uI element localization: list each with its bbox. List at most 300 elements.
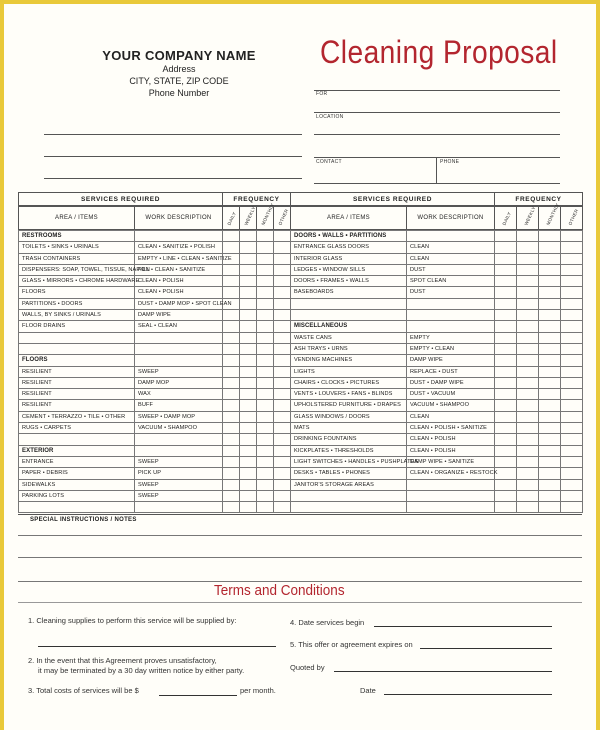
area-cell <box>291 310 407 321</box>
frequency-cell[interactable] <box>539 490 561 501</box>
term-5: 5. This offer or agreement expires on <box>290 640 413 649</box>
frequency-cell[interactable] <box>257 321 274 332</box>
frequency-cell[interactable] <box>240 253 257 264</box>
frequency-cell[interactable] <box>517 355 539 366</box>
frequency-cell[interactable] <box>517 411 539 422</box>
frequency-cell[interactable] <box>257 389 274 400</box>
frequency-cell[interactable] <box>561 479 583 490</box>
frequency-cell[interactable] <box>495 456 517 467</box>
frequency-cell[interactable] <box>274 411 291 422</box>
table-row <box>291 456 583 467</box>
frequency-cell[interactable] <box>517 276 539 287</box>
area-cell: UPHOLSTERED FURNITURE • DRAPES <box>291 400 407 411</box>
frequency-cell[interactable] <box>561 310 583 321</box>
table-row <box>291 253 583 264</box>
frequency-cell[interactable] <box>257 298 274 309</box>
frequency-cell[interactable] <box>539 456 561 467</box>
table-row <box>291 502 583 513</box>
frequency-cell[interactable] <box>561 445 583 456</box>
table-row <box>291 264 583 275</box>
frequency-cell[interactable] <box>274 456 291 467</box>
frequency-cell[interactable] <box>495 298 517 309</box>
work-cell: VACUUM • SHAMPOO <box>135 423 223 434</box>
frequency-cell[interactable] <box>240 434 257 445</box>
frequency-cell[interactable] <box>223 310 240 321</box>
frequency-cell[interactable] <box>257 490 274 501</box>
frequency-cell[interactable] <box>517 502 539 513</box>
frequency-cell[interactable] <box>223 423 240 434</box>
date-begin-field[interactable] <box>374 626 552 627</box>
frequency-cell[interactable] <box>539 242 561 253</box>
address-line-3[interactable] <box>44 178 302 179</box>
area-cell: DOORS • FRAMES • WALLS <box>291 276 407 287</box>
frequency-cell[interactable] <box>257 445 274 456</box>
area-cell: RUGS • CARPETS <box>19 423 135 434</box>
left-services-table <box>18 230 291 513</box>
frequency-cell[interactable] <box>539 332 561 343</box>
frequency-cell[interactable] <box>223 343 240 354</box>
frequency-cell[interactable] <box>561 366 583 377</box>
area-cell: ASH TRAYS • URNS <box>291 343 407 354</box>
frequency-cell[interactable] <box>517 310 539 321</box>
frequency-cell[interactable] <box>257 332 274 343</box>
frequency-cell[interactable] <box>561 242 583 253</box>
work-cell: CLEAN <box>407 253 495 264</box>
frequency-cell[interactable] <box>561 276 583 287</box>
quoted-by-field[interactable] <box>334 671 552 672</box>
work-description-header-right: WORK DESCRIPTION <box>407 207 495 230</box>
frequency-cell[interactable] <box>561 332 583 343</box>
frequency-cell[interactable] <box>495 287 517 298</box>
work-cell: DAMP WIPE • SANITIZE <box>407 456 495 467</box>
table-row <box>291 355 583 366</box>
frequency-cell[interactable] <box>561 287 583 298</box>
frequency-cell[interactable] <box>257 366 274 377</box>
area-cell <box>291 490 407 501</box>
frequency-cell[interactable] <box>240 456 257 467</box>
frequency-cell[interactable] <box>240 231 257 242</box>
work-cell: SWEEP <box>135 479 223 490</box>
frequency-cell[interactable] <box>495 253 517 264</box>
frequency-cell[interactable] <box>539 479 561 490</box>
proposal-page <box>4 4 596 730</box>
work-cell: CLEAN • POLISH <box>135 276 223 287</box>
frequency-cell[interactable] <box>240 242 257 253</box>
work-cell <box>407 321 495 332</box>
table-row <box>291 445 583 456</box>
frequency-cell[interactable] <box>517 445 539 456</box>
area-cell: MISCELLANEOUS <box>291 321 407 332</box>
contact-label: CONTACT <box>316 159 342 165</box>
frequency-cell[interactable] <box>223 411 240 422</box>
frequency-cell[interactable] <box>517 434 539 445</box>
address-line-2[interactable] <box>44 156 302 157</box>
frequency-cell[interactable] <box>257 242 274 253</box>
work-cell: DUST • DAMP MOP • SPOT CLEAN <box>135 298 223 309</box>
frequency-cell[interactable] <box>240 377 257 388</box>
frequency-cell[interactable] <box>539 411 561 422</box>
table-row <box>19 434 291 445</box>
frequency-cell[interactable] <box>274 264 291 275</box>
work-cell: DUST <box>407 287 495 298</box>
frequency-cell[interactable] <box>223 377 240 388</box>
frequency-cell[interactable] <box>240 366 257 377</box>
frequency-cell[interactable] <box>274 423 291 434</box>
frequency-cell[interactable] <box>240 479 257 490</box>
work-cell: DAMP WIPE <box>407 355 495 366</box>
frequency-cell[interactable] <box>274 355 291 366</box>
frequency-cell[interactable] <box>539 321 561 332</box>
special-instructions-label: SPECIAL INSTRUCTIONS / NOTES <box>30 517 137 523</box>
freq-weekly-left: WEEKLY <box>243 205 257 226</box>
frequency-cell[interactable] <box>539 423 561 434</box>
table-row <box>291 389 583 400</box>
work-cell: EMPTY • CLEAN <box>407 343 495 354</box>
services-header-row <box>18 192 583 206</box>
frequency-cell[interactable] <box>223 264 240 275</box>
frequency-cell[interactable] <box>517 377 539 388</box>
frequency-cell[interactable] <box>223 366 240 377</box>
table-row <box>291 400 583 411</box>
for-field-2[interactable] <box>314 112 560 113</box>
frequency-cell[interactable] <box>223 242 240 253</box>
work-cell: EMPTY • LINE • CLEAN • SANITIZE <box>135 253 223 264</box>
area-cell: VENDING MACHINES <box>291 355 407 366</box>
contact-divider <box>436 157 437 183</box>
frequency-cell[interactable] <box>539 343 561 354</box>
frequency-cell[interactable] <box>240 276 257 287</box>
frequency-cell[interactable] <box>539 231 561 242</box>
frequency-cell[interactable] <box>223 490 240 501</box>
frequency-cell[interactable] <box>561 468 583 479</box>
area-cell: GLASS WINDOWS / DOORS <box>291 411 407 422</box>
expires-field[interactable] <box>420 648 552 649</box>
frequency-cell[interactable] <box>561 343 583 354</box>
frequency-cell[interactable] <box>561 423 583 434</box>
frequency-cell[interactable] <box>539 287 561 298</box>
frequency-cell[interactable] <box>539 468 561 479</box>
work-cell: EMPTY <box>407 332 495 343</box>
frequency-cell[interactable] <box>240 298 257 309</box>
table-row <box>19 366 291 377</box>
frequency-cell[interactable] <box>539 400 561 411</box>
frequency-cell[interactable] <box>495 332 517 343</box>
supplies-field[interactable] <box>38 646 276 647</box>
frequency-cell[interactable] <box>495 343 517 354</box>
frequency-cell[interactable] <box>274 242 291 253</box>
frequency-cell[interactable] <box>561 411 583 422</box>
frequency-cell[interactable] <box>274 468 291 479</box>
frequency-cell[interactable] <box>561 490 583 501</box>
table-row <box>19 231 291 242</box>
frequency-cell[interactable] <box>223 468 240 479</box>
frequency-cell[interactable] <box>240 264 257 275</box>
frequency-cell[interactable] <box>274 389 291 400</box>
area-cell: DRINKING FOUNTAINS <box>291 434 407 445</box>
frequency-cell[interactable] <box>495 366 517 377</box>
frequency-cell[interactable] <box>539 502 561 513</box>
frequency-cell[interactable] <box>517 242 539 253</box>
area-cell: RESILIENT <box>19 389 135 400</box>
frequency-cell[interactable] <box>257 276 274 287</box>
frequency-cell[interactable] <box>539 310 561 321</box>
frequency-cell[interactable] <box>517 479 539 490</box>
area-cell: RESILIENT <box>19 377 135 388</box>
area-cell: ENTRANCE <box>19 456 135 467</box>
table-row <box>291 242 583 253</box>
frequency-cell[interactable] <box>240 287 257 298</box>
frequency-cell[interactable] <box>561 400 583 411</box>
work-cell: PICK UP <box>135 468 223 479</box>
frequency-cell[interactable] <box>495 321 517 332</box>
area-cell: LEDGES • WINDOW SILLS <box>291 264 407 275</box>
frequency-cell[interactable] <box>561 253 583 264</box>
frequency-cell[interactable] <box>539 377 561 388</box>
frequency-cell[interactable] <box>223 479 240 490</box>
area-items-header-left: AREA / ITEMS <box>19 207 135 230</box>
frequency-cell[interactable] <box>240 502 257 513</box>
work-cell: CLEAN • POLISH <box>407 445 495 456</box>
table-row <box>291 287 583 298</box>
frequency-cell[interactable] <box>561 389 583 400</box>
frequency-cell[interactable] <box>561 298 583 309</box>
table-row <box>291 490 583 501</box>
area-cell: RESILIENT <box>19 366 135 377</box>
frequency-cell[interactable] <box>257 411 274 422</box>
frequency-cell[interactable] <box>495 310 517 321</box>
frequency-cell[interactable] <box>495 400 517 411</box>
frequency-cell[interactable] <box>274 400 291 411</box>
freq-weekly-right: WEEKLY <box>522 205 537 226</box>
frequency-cell[interactable] <box>223 456 240 467</box>
frequency-cell[interactable] <box>561 231 583 242</box>
frequency-cell[interactable] <box>223 389 240 400</box>
frequency-cell[interactable] <box>517 389 539 400</box>
term-4: 4. Date services begin <box>290 618 365 627</box>
notes-line-1[interactable] <box>18 535 582 536</box>
table-row <box>291 332 583 343</box>
frequency-cell[interactable] <box>257 355 274 366</box>
frequency-cell[interactable] <box>539 389 561 400</box>
area-cell: GLASS • MIRRORS • CHROME HARDWARE <box>19 276 135 287</box>
frequency-cell[interactable] <box>561 264 583 275</box>
frequency-cell[interactable] <box>274 332 291 343</box>
frequency-cell[interactable] <box>517 253 539 264</box>
frequency-cell[interactable] <box>495 377 517 388</box>
frequency-cell[interactable] <box>517 332 539 343</box>
frequency-cell[interactable] <box>257 434 274 445</box>
frequency-cell[interactable] <box>517 231 539 242</box>
frequency-cell[interactable] <box>240 343 257 354</box>
frequency-cell[interactable] <box>240 400 257 411</box>
frequency-cell[interactable] <box>539 253 561 264</box>
date-field[interactable] <box>384 694 552 695</box>
location-field[interactable] <box>314 134 560 135</box>
frequency-cell[interactable] <box>495 389 517 400</box>
frequency-cell[interactable] <box>495 490 517 501</box>
frequency-cell[interactable] <box>517 400 539 411</box>
frequency-cell[interactable] <box>257 377 274 388</box>
table-row <box>19 287 291 298</box>
table-row <box>19 490 291 501</box>
freq-other-right: OTHER <box>566 208 579 226</box>
frequency-cell[interactable] <box>257 343 274 354</box>
frequency-cell[interactable] <box>257 502 274 513</box>
frequency-cell[interactable] <box>495 445 517 456</box>
frequency-cell[interactable] <box>539 298 561 309</box>
frequency-cell[interactable] <box>539 264 561 275</box>
frequency-cell[interactable] <box>257 479 274 490</box>
work-cell: SPOT CLEAN <box>407 276 495 287</box>
frequency-cell[interactable] <box>495 264 517 275</box>
frequency-cell[interactable] <box>495 276 517 287</box>
frequency-cell[interactable] <box>495 423 517 434</box>
frequency-cell[interactable] <box>257 423 274 434</box>
frequency-cell[interactable] <box>240 468 257 479</box>
area-cell <box>19 434 135 445</box>
frequency-cell[interactable] <box>517 287 539 298</box>
work-cell <box>407 502 495 513</box>
frequency-cell[interactable] <box>223 287 240 298</box>
frequency-cell[interactable] <box>274 310 291 321</box>
frequency-cell[interactable] <box>495 242 517 253</box>
phone-label: PHONE <box>440 159 460 165</box>
total-cost-field[interactable] <box>159 695 237 696</box>
frequency-cell[interactable] <box>223 400 240 411</box>
company-address: Address <box>162 64 196 74</box>
frequency-cell[interactable] <box>539 445 561 456</box>
frequency-cell[interactable] <box>539 434 561 445</box>
frequency-cell[interactable] <box>240 321 257 332</box>
frequency-cell[interactable] <box>240 490 257 501</box>
frequency-cell[interactable] <box>517 343 539 354</box>
table-row <box>19 400 291 411</box>
table-row <box>19 253 291 264</box>
frequency-cell[interactable] <box>240 332 257 343</box>
for-field[interactable] <box>314 90 560 91</box>
frequency-cell[interactable] <box>539 276 561 287</box>
frequency-cell[interactable] <box>274 276 291 287</box>
address-line-1[interactable] <box>44 134 302 135</box>
frequency-cell[interactable] <box>257 253 274 264</box>
frequency-cell[interactable] <box>223 434 240 445</box>
frequency-cell[interactable] <box>274 502 291 513</box>
frequency-cell[interactable] <box>240 423 257 434</box>
work-cell <box>407 298 495 309</box>
right-services-table <box>290 230 583 513</box>
frequency-cell[interactable] <box>240 355 257 366</box>
frequency-cell[interactable] <box>495 355 517 366</box>
frequency-cell[interactable] <box>274 343 291 354</box>
frequency-cell[interactable] <box>274 366 291 377</box>
frequency-cell[interactable] <box>274 231 291 242</box>
area-cell: LIGHT SWITCHES • HANDLES • PUSHPLATES <box>291 456 407 467</box>
frequency-cell[interactable] <box>274 298 291 309</box>
frequency-cell[interactable] <box>223 231 240 242</box>
frequency-cell[interactable] <box>274 253 291 264</box>
frequency-cell[interactable] <box>257 310 274 321</box>
work-cell: DUST <box>407 264 495 275</box>
work-cell <box>135 231 223 242</box>
frequency-cell[interactable] <box>561 377 583 388</box>
frequency-cell[interactable] <box>240 411 257 422</box>
frequency-cell[interactable] <box>223 502 240 513</box>
frequency-cell[interactable] <box>257 264 274 275</box>
frequency-cell[interactable] <box>274 479 291 490</box>
area-cell: MATS <box>291 423 407 434</box>
frequency-cell[interactable] <box>539 366 561 377</box>
frequency-cell[interactable] <box>274 434 291 445</box>
frequency-cell[interactable] <box>495 411 517 422</box>
frequency-cell[interactable] <box>495 479 517 490</box>
work-cell: DAMP WIPE <box>135 310 223 321</box>
work-cell: CLEAN • POLISH <box>135 287 223 298</box>
frequency-cell[interactable] <box>257 468 274 479</box>
frequency-cell[interactable] <box>240 389 257 400</box>
frequency-cell[interactable] <box>274 490 291 501</box>
frequency-cell[interactable] <box>240 445 257 456</box>
frequency-cell[interactable] <box>517 366 539 377</box>
frequency-cell[interactable] <box>257 400 274 411</box>
area-cell <box>19 343 135 354</box>
frequency-cell[interactable] <box>561 321 583 332</box>
work-cell <box>135 332 223 343</box>
frequency-cell[interactable] <box>495 502 517 513</box>
frequency-cell[interactable] <box>517 490 539 501</box>
frequency-cell[interactable] <box>223 355 240 366</box>
frequency-cell[interactable] <box>274 321 291 332</box>
frequency-cell[interactable] <box>257 456 274 467</box>
area-cell: RESILIENT <box>19 400 135 411</box>
frequency-cell[interactable] <box>561 456 583 467</box>
frequency-cell[interactable] <box>223 276 240 287</box>
services-required-header-right: SERVICES REQUIRED <box>291 193 495 206</box>
contact-field[interactable] <box>314 183 560 184</box>
frequency-cell[interactable] <box>257 231 274 242</box>
frequency-cell[interactable] <box>274 287 291 298</box>
term-3b: per month. <box>240 686 276 695</box>
frequency-cell[interactable] <box>274 445 291 456</box>
frequency-cell[interactable] <box>223 321 240 332</box>
work-cell: DAMP MOP <box>135 377 223 388</box>
area-cell: LIGHTS <box>291 366 407 377</box>
frequency-cell[interactable] <box>517 298 539 309</box>
table-row <box>19 445 291 456</box>
frequency-cell[interactable] <box>517 456 539 467</box>
frequency-cell[interactable] <box>539 355 561 366</box>
frequency-cell[interactable] <box>517 264 539 275</box>
frequency-cell[interactable] <box>495 231 517 242</box>
frequency-cell[interactable] <box>257 287 274 298</box>
frequency-cell[interactable] <box>517 468 539 479</box>
frequency-cell[interactable] <box>495 434 517 445</box>
frequency-cell[interactable] <box>561 434 583 445</box>
frequency-cell[interactable] <box>223 445 240 456</box>
page-title: Cleaning Proposal <box>320 34 558 70</box>
frequency-cell[interactable] <box>274 377 291 388</box>
frequency-cell[interactable] <box>561 355 583 366</box>
frequency-cell[interactable] <box>517 423 539 434</box>
area-items-header-right: AREA / ITEMS <box>291 207 407 230</box>
frequency-cell[interactable] <box>223 332 240 343</box>
frequency-cell[interactable] <box>517 321 539 332</box>
frequency-cell[interactable] <box>561 502 583 513</box>
area-cell: INTERIOR GLASS <box>291 253 407 264</box>
freq-daily-right: DAILY <box>500 211 512 226</box>
notes-line-2[interactable] <box>18 557 582 558</box>
frequency-cell[interactable] <box>240 310 257 321</box>
area-cell: CEMENT • TERRAZZO • TILE • OTHER <box>19 411 135 422</box>
